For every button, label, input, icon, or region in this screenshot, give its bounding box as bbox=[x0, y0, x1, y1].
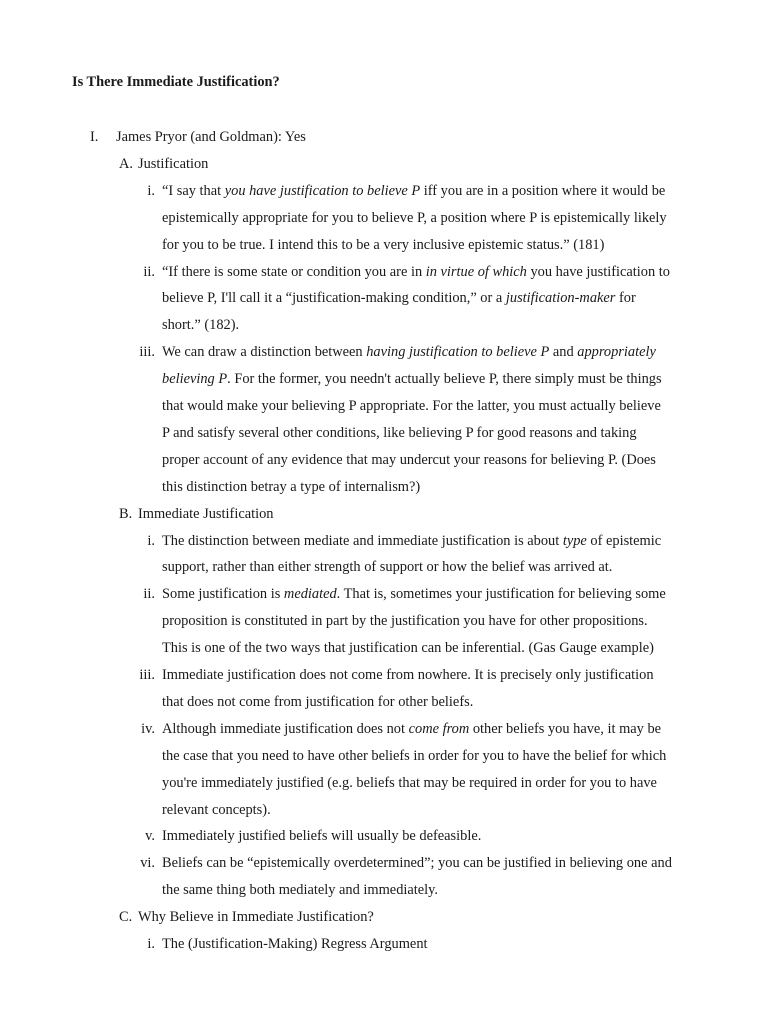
emphasis: having justification to believe P bbox=[366, 344, 550, 361]
emphasis: you have justification to believe P bbox=[224, 182, 421, 199]
item-text-line: Immediate justification does not come from nowhere. It is precisely only justification bbox=[162, 667, 654, 683]
part-marker: C. bbox=[119, 909, 133, 926]
emphasis: appropriately bbox=[577, 344, 656, 361]
item-text-line: P and satisfy several other conditions, like believing P for good reasons and taking bbox=[162, 424, 637, 441]
item-text-line: relevant concepts). bbox=[162, 801, 271, 818]
item-text-line: that would make your believing P appropriate. For the latter, you must actually believe bbox=[162, 398, 661, 414]
item-text-line: epistemically appropriate for you to believe P, a position where P is epistemically likely bbox=[162, 209, 667, 226]
part-marker: A. bbox=[119, 155, 133, 172]
item-marker: iv. bbox=[141, 720, 155, 737]
item-text-line: short.” (182). bbox=[162, 317, 240, 334]
item-text-line: proper account of any evidence that may undercut your reasons for believing P. (Does bbox=[162, 451, 656, 468]
item-marker: i. bbox=[147, 532, 155, 549]
document-title: Is There Immediate Justification? bbox=[72, 74, 280, 90]
item-marker: vi. bbox=[140, 855, 155, 872]
emphasis: type bbox=[562, 532, 587, 549]
section-marker: I. bbox=[90, 129, 99, 145]
item-text-line: Although immediate justification does not come from other beliefs you have, it may be bbox=[162, 720, 662, 737]
part-marker: B. bbox=[119, 505, 133, 522]
item-text-line: that does not come from justification for other beliefs. bbox=[162, 693, 474, 710]
item-text-line: Some justification is mediated. That is, sometimes your justification for believing some bbox=[162, 586, 666, 603]
item-text-line: believing P. For the former, you needn't actually believe P, there simply must be things bbox=[162, 371, 662, 388]
item-text-line: We can draw a distinction between having justification to believe P and appropriately bbox=[162, 344, 656, 361]
item-marker: i. bbox=[147, 936, 155, 952]
item-text-line: for you to be true. I intend this to be a very inclusive epistemic status.” (181) bbox=[162, 236, 605, 253]
item-text-line: this distinction betray a type of internalism?) bbox=[162, 478, 421, 495]
item-text-line: support, rather than either strength of support or how the belief was arrived at. bbox=[162, 559, 613, 576]
item-marker: ii. bbox=[143, 263, 155, 280]
item-marker: v. bbox=[145, 828, 155, 845]
item-text-line: you're immediately justified (e.g. beliefs that may be required in order for you to have bbox=[162, 774, 657, 791]
item-text-line: “If there is some state or condition you are in in virtue of which you have justification to bbox=[162, 263, 670, 280]
item-marker: iii. bbox=[139, 344, 155, 361]
part-heading: Justification bbox=[138, 155, 209, 172]
item-text-line: The distinction between mediate and immediate justification is about type of epistemic bbox=[162, 532, 662, 549]
item-text-line: “I say that you have justification to believe P iff you are in a position where it would be bbox=[162, 182, 666, 199]
item-text-line: the case that you need to have other beliefs in order for you to have the belief for which bbox=[162, 747, 667, 764]
item-marker: iii. bbox=[139, 667, 155, 683]
item-marker: ii. bbox=[143, 586, 155, 603]
part-heading: Why Believe in Immediate Justification? bbox=[138, 909, 374, 926]
section-heading: James Pryor (and Goldman): Yes bbox=[116, 129, 306, 145]
item-text-line: the same thing both mediately and immediately. bbox=[162, 882, 439, 899]
item-text-line: Beliefs can be “epistemically overdetermined”; you can be justified in believing one and bbox=[162, 855, 672, 872]
item-text-line: Immediately justified beliefs will usually be defeasible. bbox=[162, 828, 482, 845]
emphasis: believing P bbox=[162, 371, 228, 388]
item-text-line: The (Justification-Making) Regress Argument bbox=[162, 936, 428, 952]
item-text-line: proposition is constituted in part by the justification you have for other propositions. bbox=[162, 613, 648, 630]
item-marker: i. bbox=[147, 182, 155, 199]
part-heading: Immediate Justification bbox=[138, 505, 274, 522]
emphasis: mediated bbox=[283, 586, 337, 603]
emphasis: come from bbox=[408, 720, 470, 737]
emphasis: justification-maker bbox=[505, 290, 616, 307]
emphasis: in virtue of which bbox=[425, 263, 527, 280]
item-text-line: believe P, I'll call it a “justification-making condition,” or a justification-maker for bbox=[162, 290, 636, 307]
item-text-line: This is one of the two ways that justification can be inferential. (Gas Gauge example) bbox=[162, 640, 654, 657]
